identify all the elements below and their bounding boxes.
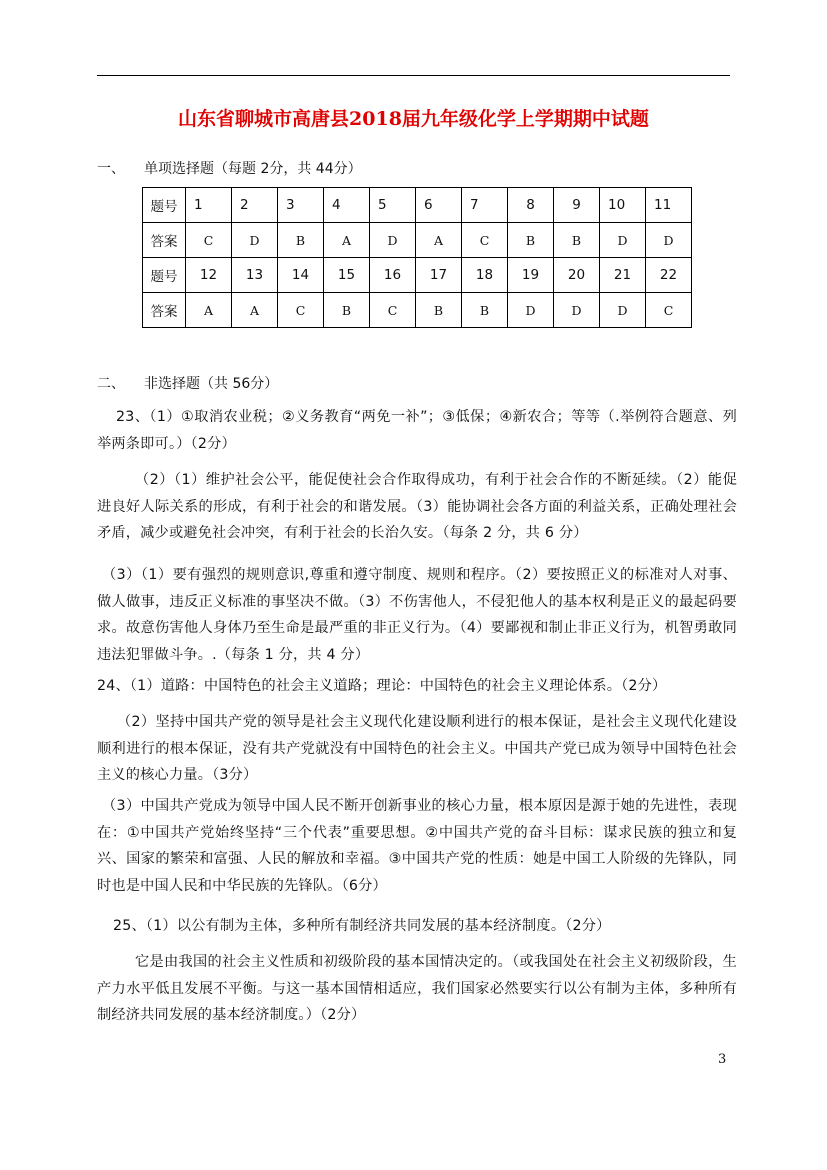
- table-cell: 4: [324, 188, 370, 223]
- answer-25-2: 它是由我国的社会主义性质和初级阶段的基本国情决定的。（或我国处在社会主义初级阶段，生产力水平低且发展不平衡。与这一基本国情相适应，我们国家必然要实行以公有制为主体，多种所有制经济共同发展的基本经济制度。）（2分）: [97, 954, 737, 1023]
- answer-24-1: 24、（1）道路：中国特色的社会主义道路；理论：中国特色的社会主义理论体系。（2分）: [97, 678, 667, 694]
- answer-table: [142, 187, 692, 328]
- table-cell: 7: [462, 188, 508, 223]
- page-title: 山东省聊城市高唐县2018届九年级化学上学期期中试题: [178, 108, 649, 130]
- table-cell: B: [554, 223, 600, 258]
- header-rule: [97, 75, 730, 76]
- row-label: 答案: [143, 293, 186, 328]
- section-one-heading: [97, 158, 362, 178]
- table-cell: 14: [278, 258, 324, 293]
- row-label: 答案: [143, 223, 186, 258]
- table-cell: 2: [232, 188, 278, 223]
- table-cell: 3: [278, 188, 324, 223]
- table-cell: 18: [462, 258, 508, 293]
- answer-23-3: （3）（1）要有强烈的规则意识,尊重和遵守制度、规则和程序。（2）要按照正义的标准对人对事、做人做事，违反正义标准的事坚决不做。（3）不伤害他人，不侵犯他人的基本权利是正义的最起码要求。故意伤害他人身体乃至生命是最严重的非正义行为。（4）要鄙视和制止非正义行为，机智勇敢同违法犯罪做斗争。.（每条 1 分，共 4 分）: [97, 567, 737, 663]
- section-one-title: 单项选择题（每题 2分，共 44分）: [144, 161, 362, 177]
- table-cell: D: [370, 223, 416, 258]
- table-cell: 10: [600, 188, 646, 223]
- table-row: [143, 188, 692, 223]
- table-cell: 15: [324, 258, 370, 293]
- table-cell: B: [278, 223, 324, 258]
- answer-25-1: 25、（1）以公有制为主体，多种所有制经济共同发展的基本经济制度。（2分）: [113, 918, 611, 934]
- section-two-heading: [97, 373, 278, 393]
- table-cell: B: [462, 293, 508, 328]
- answer-23-2: （2）（1）维护社会公平，能促使社会合作取得成功，有利于社会合作的不断延续。（2）能促进良好人际关系的形成，有利于社会的和谐发展。（3）能协调社会各方面的利益关系，正确处理社会矛盾，减少或避免社会冲突，有利于社会的长治久安。（每条 2 分，共 6 分）: [97, 472, 737, 541]
- answer-24-2: （2）坚持中国共产党的领导是社会主义现代化建设顺利进行的根本保证，是社会主义现代化建设顺利进行的根本保证，没有共产党就没有中国特色的社会主义。中国共产党已成为领导中国特色社会主义的核心力量。（3分）: [97, 714, 737, 783]
- table-cell: A: [324, 223, 370, 258]
- table-cell: 19: [508, 258, 554, 293]
- table-cell: 17: [416, 258, 462, 293]
- table-cell: 6: [416, 188, 462, 223]
- table-cell: D: [600, 293, 646, 328]
- table-cell: D: [646, 223, 692, 258]
- row-label: 题号: [143, 258, 186, 293]
- table-cell: 5: [370, 188, 416, 223]
- table-cell: D: [508, 293, 554, 328]
- table-cell: C: [462, 223, 508, 258]
- section-one-number: 一、: [97, 161, 125, 177]
- table-cell: 22: [646, 258, 692, 293]
- table-cell: 12: [186, 258, 232, 293]
- table-cell: D: [232, 223, 278, 258]
- table-cell: A: [232, 293, 278, 328]
- table-row: [143, 223, 692, 258]
- table-cell: C: [370, 293, 416, 328]
- table-cell: 9: [554, 188, 600, 223]
- section-two-title: 非选择题（共 56分）: [144, 376, 279, 392]
- page-number: 3: [718, 1052, 727, 1067]
- table-cell: 1: [186, 188, 232, 223]
- table-cell: D: [600, 223, 646, 258]
- table-cell: A: [186, 293, 232, 328]
- table-cell: 20: [554, 258, 600, 293]
- table-cell: B: [416, 293, 462, 328]
- table-cell: C: [646, 293, 692, 328]
- table-cell: 8: [508, 188, 554, 223]
- table-row: [143, 258, 692, 293]
- table-cell: D: [554, 293, 600, 328]
- section-two-number: 二、: [97, 376, 125, 392]
- answer-24-3: （3）中国共产党成为领导中国人民不断开创新事业的核心力量，根本原因是源于她的先进性，表现在：①中国共产党始终坚持“三个代表”重要思想。②中国共产党的奋斗目标：谋求民族的独立和复兴、国家的繁荣和富强、人民的解放和幸福。③中国共产党的性质：她是中国工人阶级的先锋队，同时也是中国人民和中华民族的先锋队。（6分）: [97, 798, 737, 894]
- table-cell: C: [186, 223, 232, 258]
- table-cell: 13: [232, 258, 278, 293]
- row-label: 题号: [143, 188, 186, 223]
- answer-23-1: 23、（1）①取消农业税；②义务教育“两免一补”；③低保；④新农合；等等（.举例符合题意、列举两条即可。）（2分）: [97, 409, 737, 452]
- table-cell: 21: [600, 258, 646, 293]
- table-cell: 11: [646, 188, 692, 223]
- table-cell: B: [324, 293, 370, 328]
- table-cell: C: [278, 293, 324, 328]
- table-cell: A: [416, 223, 462, 258]
- table-cell: B: [508, 223, 554, 258]
- table-row: [143, 293, 692, 328]
- table-cell: 16: [370, 258, 416, 293]
